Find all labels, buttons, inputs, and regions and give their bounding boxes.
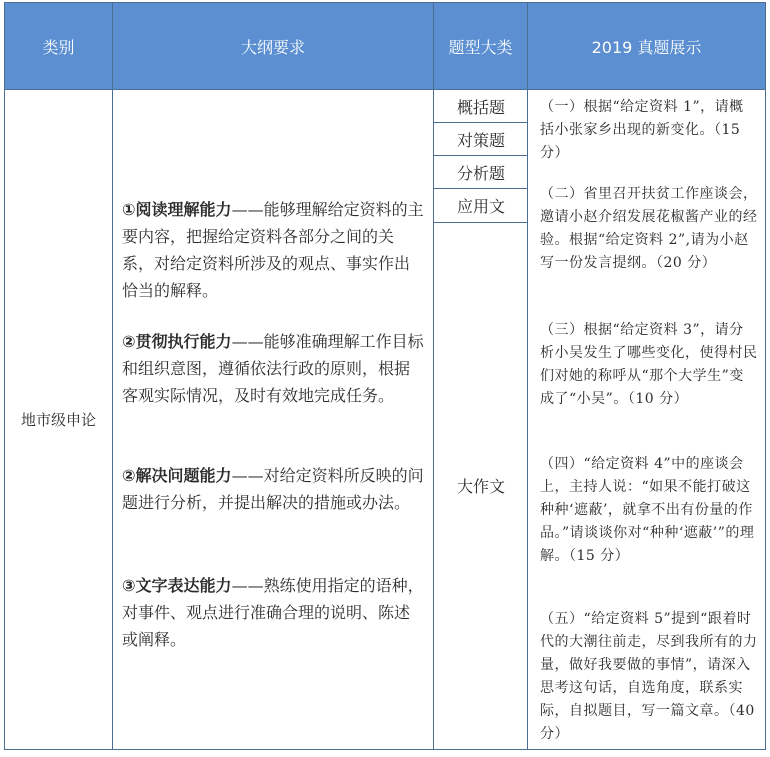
requirement-text: ——熟练使用指定的语种，对事件、观点进行准确合理的说明、陈述或阐释。	[122, 576, 424, 649]
syllabus-table	[4, 2, 766, 750]
column-divider	[527, 3, 528, 749]
requirement-title: ①阅读理解能力	[122, 200, 232, 219]
question-type: 概括题	[456, 97, 505, 117]
header-outline: 大纲要求	[113, 3, 433, 89]
requirement-title: ②解决问题能力	[122, 466, 232, 485]
column-divider	[433, 3, 434, 749]
question-type: 大作文	[456, 476, 505, 496]
requirement-text: ——对给定资料所反映的问题进行分析，并提出解决的措施或办法。	[122, 466, 424, 512]
exam-question: （二）省里召开扶贫工作座谈会，邀请小赵介绍发展花椒酱产业的经验。根据“给定资料 2”,请为小赵写一份发言提纲。（20 分）	[540, 186, 758, 271]
requirement-text: ——能够理解给定资料的主要内容，把握给定资料各部分之间的关系，对给定资料所涉及的观点、事实作出恰当的解释。	[122, 200, 424, 300]
requirement-title: ②贯彻执行能力	[122, 332, 232, 351]
header-exam: 2019 真题展示	[528, 3, 765, 89]
question-type: 分析题	[456, 163, 505, 183]
exam-question: （四）“给定资料 4”中的座谈会上，主持人说：“如果不能打破这种种‘遮蔽’，就拿不出有份量的作品。”请谈谈你对“种种‘遮蔽’”的理解。（15 分）	[540, 456, 755, 564]
column-divider	[112, 3, 113, 749]
exam-question: （五）“给定资料 5”提到“跟着时代的大潮往前走，尽到我所有的力量，做好我要做的事情”，请深入思考这句话，自选角度，联系实际，自拟题目，写一篇文章。（40 分）	[540, 611, 758, 742]
header-type: 题型大类	[434, 3, 527, 89]
exam-question: （三）根据“给定资料 3”，请分析小吴发生了哪些变化，使得村民们对她的称呼从“那个大学生”变成了“小吴”。（10 分）	[540, 322, 758, 407]
requirement-item	[122, 328, 425, 409]
category-cell: 地市级申论	[20, 410, 96, 429]
question-type: 对策题	[456, 130, 505, 150]
requirement-text: ——能够准确理解工作目标和组织意图，遵循依法行政的原则，根据客观实际情况，及时有效地完成任务。	[122, 332, 424, 405]
requirement-item	[122, 196, 425, 304]
question-type: 应用文	[456, 197, 505, 216]
header-divider	[5, 89, 765, 90]
exam-question: （一）根据“给定资料 1”，请概括小张家乡出现的新变化。（15 分）	[540, 99, 744, 161]
requirement-title: ③文字表达能力	[122, 576, 232, 595]
type-divider	[433, 222, 527, 223]
header-category: 类别	[5, 3, 112, 89]
requirement-item	[122, 572, 425, 653]
requirement-item	[122, 462, 425, 516]
